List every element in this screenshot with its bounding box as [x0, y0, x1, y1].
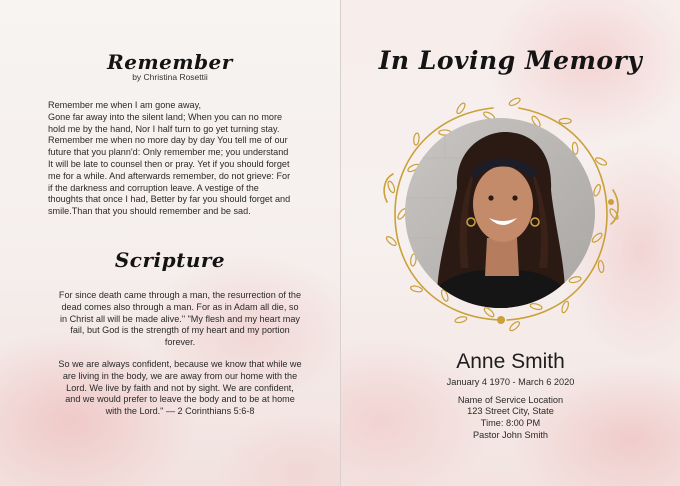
portrait-photo	[405, 118, 595, 308]
poem-title: Remember	[107, 50, 233, 74]
poem-line: future that you plann'd: Only remember me; you understand	[48, 147, 289, 158]
laurel-leaf	[483, 306, 495, 318]
poem-line: thoughts that once I had, Better by far you should forget and	[48, 194, 291, 205]
verse-line: forever.	[164, 337, 196, 348]
laurel-leaf	[508, 320, 520, 332]
poem-line: me for a while. And afterwards remember, do not grieve: For	[48, 170, 291, 181]
verse-line: with the Lord." — 2 Corinthians 5:6-8	[105, 406, 255, 417]
poem-line: hold me by the hand, Nor I half turn to go yet turning stay.	[48, 123, 280, 134]
poem-line: smile.Than that you should remember and be sad.	[48, 206, 251, 217]
verse-line: dead comes also through a man. For as in Adam all die, so	[61, 301, 299, 312]
poem-line: Remember me when I am gone away,	[48, 100, 201, 110]
verse-line: in Christ all will be made alive." "My flesh and my heart may	[60, 313, 300, 324]
poem-line: Gone far away into the silent land; When you can no more	[48, 111, 283, 122]
memorial-title: In Loving Memory	[378, 46, 643, 75]
laurel-leaf	[387, 180, 396, 193]
service-time: Time: 8:00 PM	[480, 418, 541, 428]
right-page	[341, 0, 680, 486]
verse-line: For since death came through a man, the resurrection of the	[58, 290, 302, 300]
verse-line: are living in the body, we are away from our home with the	[62, 370, 298, 381]
laurel-leaf	[385, 235, 397, 247]
poem-line: if the darkness and corruption leave. A vestige of the	[48, 182, 259, 193]
poem-line: Remember me when no more day by day You tell me of our	[48, 135, 288, 146]
scripture-title: Scripture	[114, 248, 226, 272]
poem-author: by Christina Rosettii	[132, 72, 208, 82]
poem-text	[48, 100, 312, 218]
verse-line: fail, but God is the strength of my heart and my portion	[70, 325, 290, 336]
laurel-leaf	[508, 97, 521, 107]
verse-line: and we would prefer to leave the body and to be at home	[65, 394, 295, 405]
laurel-leaf	[455, 102, 466, 115]
service-location: Name of Service Location	[457, 395, 564, 405]
laurel-leaf	[454, 316, 467, 324]
deceased-name: Anne Smith	[456, 350, 565, 373]
poem-line: It will be late to counsel then or pray. Yet if you should forget	[48, 158, 290, 169]
life-dates: January 4 1970 - March 6 2020	[446, 377, 575, 387]
laurel-leaf	[598, 260, 605, 273]
officiant: Pastor John Smith	[472, 430, 549, 440]
scripture-paragraph-2	[46, 359, 314, 418]
verse-line: So we are always confident, because we know that while we	[58, 359, 302, 369]
service-address: 123 Street City, State	[467, 406, 554, 416]
scripture-paragraph-1	[46, 290, 314, 349]
verse-line: Lord. We live by faith and not by sight. We are confident,	[66, 382, 294, 393]
